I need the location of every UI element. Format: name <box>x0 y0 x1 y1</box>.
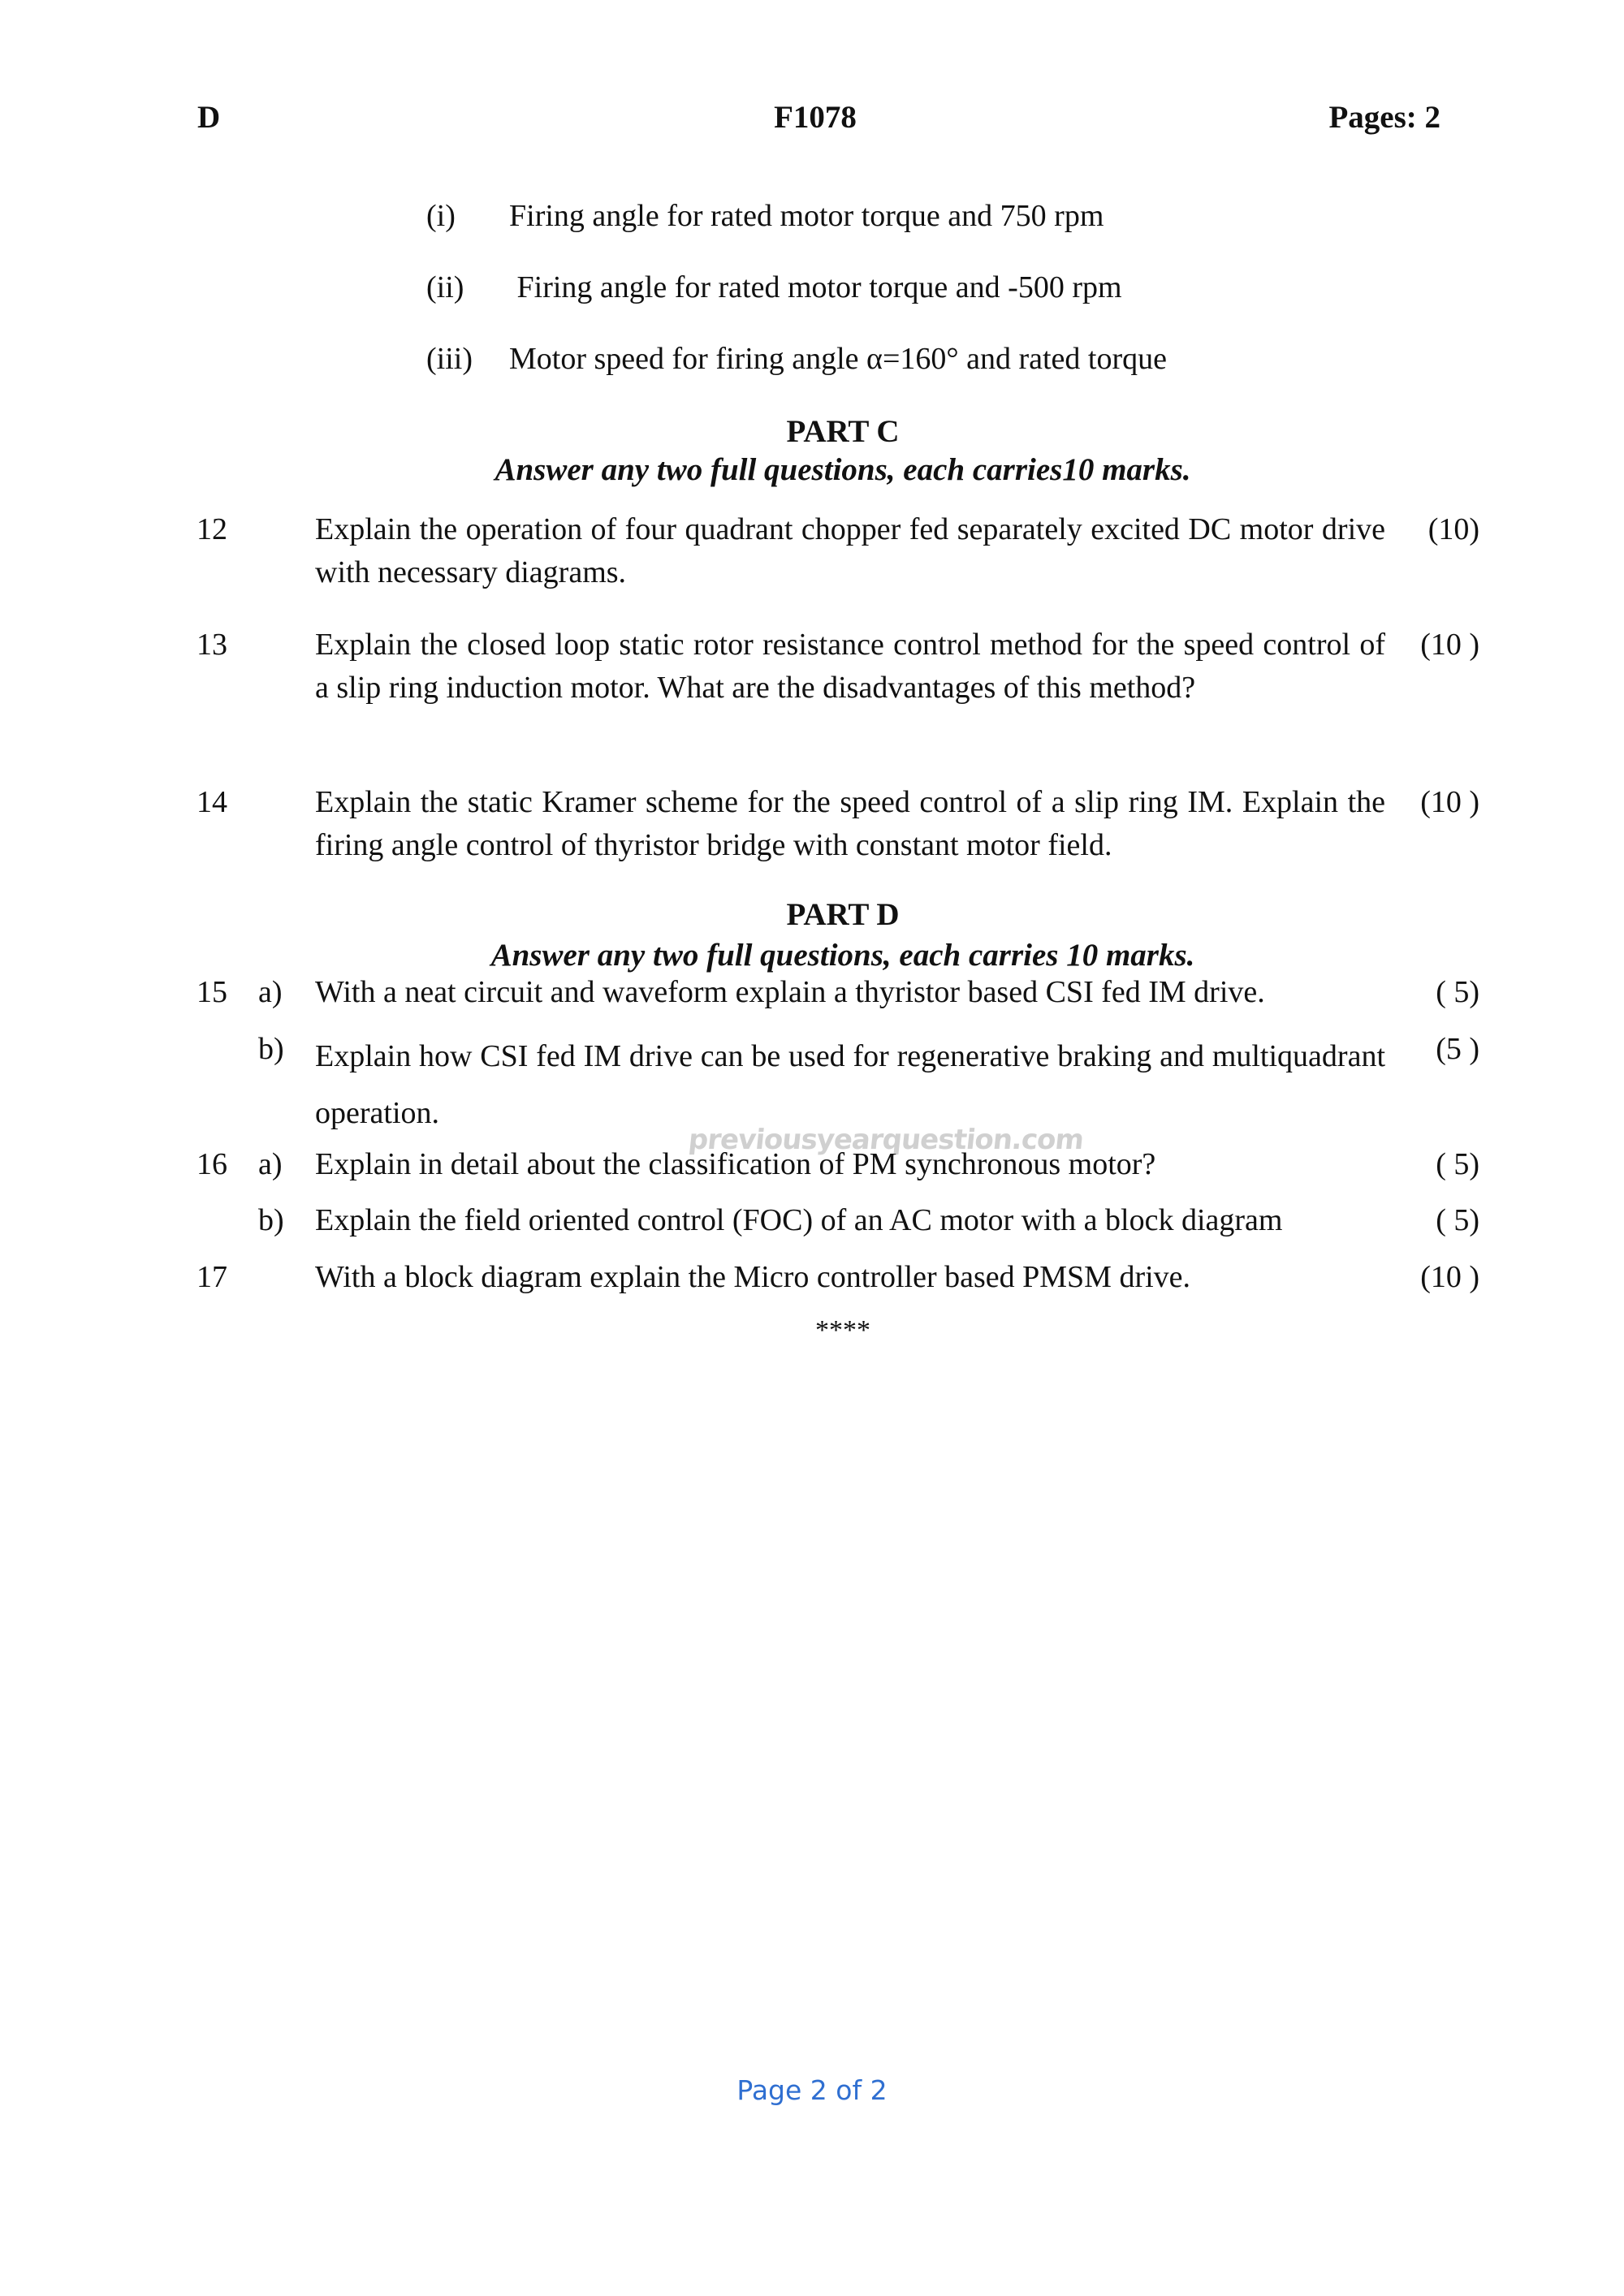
part-c-title: PART C <box>786 414 900 449</box>
subquestion-label: b) <box>258 1203 284 1237</box>
paper-set-letter: D <box>197 100 221 135</box>
subpart-row <box>426 266 1122 309</box>
question-marks: (10 ) <box>1420 1260 1479 1294</box>
question-marks: (10) <box>1427 512 1479 546</box>
subpart-number: (iii) <box>426 342 473 376</box>
part-c-instruction: Answer any two full questions, each carries10 marks. <box>495 452 1191 487</box>
question-text: Explain the operation of four quadrant chopper fed separately excited DC motor drive with necessary diagrams. <box>315 512 1385 589</box>
subpart-number: (ii) <box>426 270 464 304</box>
question-text: With a neat circuit and waveform explain a thyristor based CSI fed IM drive. <box>315 975 1265 1009</box>
part-d-instruction: Answer any two full questions, each carries 10 marks. <box>490 938 1195 973</box>
question-marks: (10 ) <box>1420 628 1479 662</box>
question-text: Explain the closed loop static rotor resistance control method for the speed control of a slip ring induction motor. What are the disadvantages of this method? <box>315 628 1385 705</box>
subquestion-label: a) <box>258 975 283 1009</box>
question-marks: ( 5) <box>1436 1203 1479 1237</box>
question-text: Explain the static Kramer scheme for the speed control of a slip ring IM. Explain the firing angle control of thyristor bridge with constant motor field. <box>315 785 1385 862</box>
question-number: 14 <box>197 785 227 819</box>
question-marks: (5 ) <box>1436 1032 1479 1066</box>
subpart-text: Motor speed for firing angle α=160° and rated torque <box>509 342 1167 376</box>
subpart-text: Firing angle for rated motor torque and -500 rpm <box>509 270 1122 304</box>
question-number: 15 <box>197 975 227 1009</box>
page-footer: Page 2 of 2 <box>736 2074 888 2106</box>
page-count: Pages: 2 <box>1328 100 1440 135</box>
question-number: 17 <box>197 1260 227 1294</box>
question-marks: (10 ) <box>1420 785 1479 819</box>
subpart-text: Firing angle for rated motor torque and 750 rpm <box>509 199 1104 233</box>
part-d-title: PART D <box>786 897 900 932</box>
subpart-row <box>426 195 1104 238</box>
question-text: Explain how CSI fed IM drive can be used for regenerative braking and multiquadrant operation. <box>315 1039 1385 1130</box>
question-marks: ( 5) <box>1436 1147 1479 1181</box>
subpart-row <box>426 338 1167 381</box>
question-text: With a block diagram explain the Micro controller based PMSM drive. <box>315 1260 1191 1294</box>
question-number: 12 <box>197 512 227 546</box>
question-number: 16 <box>197 1147 227 1181</box>
question-marks: ( 5) <box>1436 975 1479 1009</box>
question-text: Explain the field oriented control (FOC) of an AC motor with a block diagram <box>315 1203 1283 1237</box>
subpart-number: (i) <box>426 199 456 233</box>
question-number: 13 <box>197 628 227 662</box>
subquestion-label: b) <box>258 1032 284 1066</box>
subquestion-label: a) <box>258 1147 283 1181</box>
paper-code: F1078 <box>774 100 857 135</box>
end-of-paper-mark: **** <box>815 1315 870 1345</box>
watermark: previousyearquestion.com <box>686 1124 1086 1156</box>
question-text: Explain in detail about the classification of PM synchronous motor? <box>315 1147 1156 1181</box>
